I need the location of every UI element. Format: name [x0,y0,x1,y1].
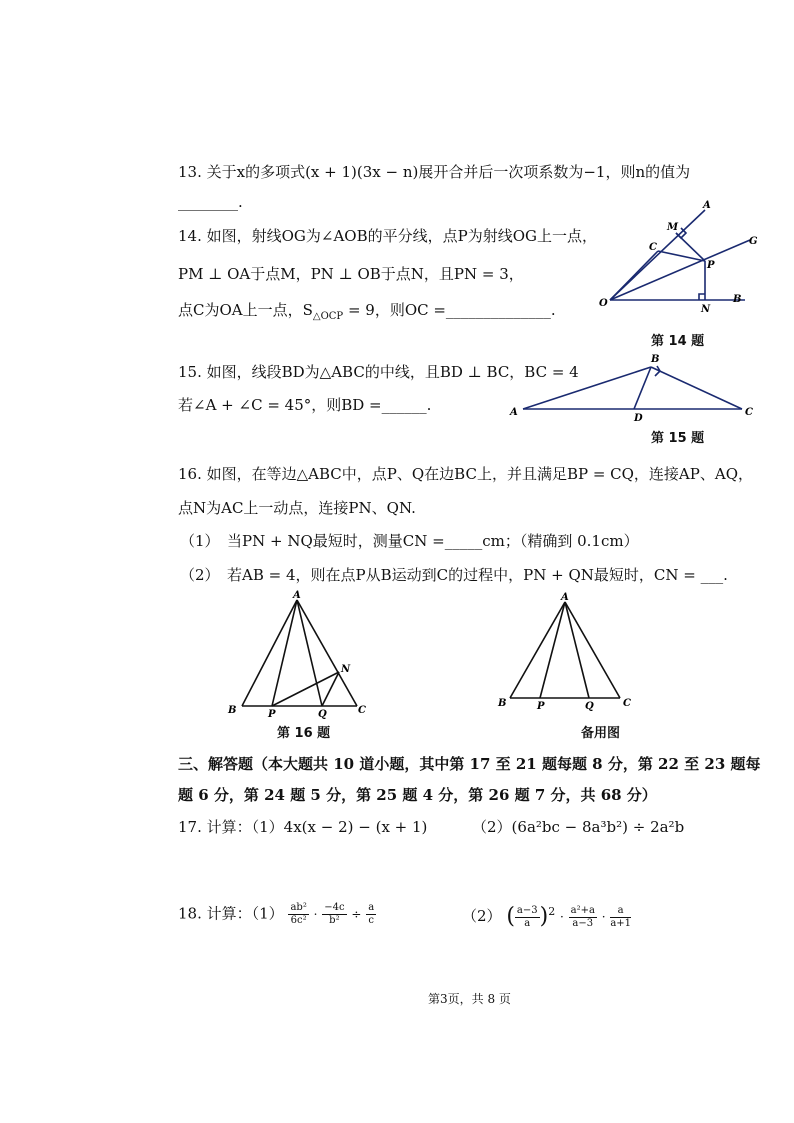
figure-16-backup [492,590,642,715]
fig16b-label-Q: Q [585,701,594,712]
q15-caption: 第 15 题 [651,431,705,446]
q16-part2: （2） 若AB = 4，则在点P从B运动到C的过程中，PN + QN最短时，CN = ___. [180,566,728,584]
q14-line3-sub: △OCP [312,311,344,322]
fig16b-label-B: B [498,698,507,709]
fig14-label-O: O [599,298,608,309]
fig14-label-M: M [667,222,679,233]
fig14-label-N: N [701,304,711,313]
fig16-label-A: A [293,590,301,601]
fig15-label-B: B [651,354,660,365]
q17-part1: 17. 计算：（1）4x(x − 2) − (x + 1) [178,818,428,836]
q16-line1: 16. 如图，在等边△ABC中，点P、Q在边BC上，并且满足BP = CQ，连接AP、AQ， [178,465,753,483]
fig15-label-D: D [634,413,643,424]
q14-line1: 14. 如图，射线OG为∠AOB的平分线，点P为射线OG上一点， [178,227,597,245]
fig16-label-P: P [268,709,276,720]
q16-line2: 点N为AC上一动点，连接PN、QN. [178,499,416,517]
fig16-label-N: N [341,664,351,675]
fig14-label-A: A [703,200,711,211]
fig16-label-Q: Q [318,709,327,720]
figure-14 [595,198,765,313]
fig16b-label-A: A [561,592,569,603]
q15-line1: 15. 如图，线段BD为△ABC的中线，且BD ⊥ BC，BC = 4 [178,363,579,381]
fig14-label-P: P [707,260,715,271]
figure-15 [505,350,760,425]
q18-frac3: $\frac{a}{c}$ [368,902,375,926]
q17-part2: （2）(6a²bc − 8a³b²) ÷ 2a²b [472,818,685,836]
figure-16 [222,590,372,720]
q18-frac-g2: $\frac{\text{a²+a}}{a-3}$ [570,904,595,929]
q16-backup-caption: 备用图 [581,726,621,741]
fig16-label-C: C [358,705,366,716]
fig16b-label-P: P [537,701,545,712]
q18-frac-g3: $\frac{a}{a+1}$ [610,904,632,929]
q18-prefix: 18. 计算：（1） [178,904,284,923]
q13-line2: ________. [178,193,243,211]
q18-frac2: $\frac{-4c}{\text{b²}}$ [324,902,345,926]
q14-line3-b: = 9，则OC =______________. [343,301,556,319]
fig16b-label-C: C [623,698,631,709]
q14-line3 [178,300,556,327]
q18-part2: （2） ( $\frac{a-3}{a}$ )$^2$ · $\frac{\text{a²+a}}{a-3}$ · $\frac{a}{a+1}$ [462,904,632,929]
q18-frac-g1: $\frac{a-3}{a}$ [516,904,538,929]
fig15-label-A: A [510,407,518,418]
q14-line3-a: 点C为OA上一点，S [178,301,313,319]
q16-part1: （1） 当PN + NQ最短时，测量CN =_____cm；（精确到 0.1cm） [180,532,639,550]
fig14-label-G: G [749,236,758,247]
q18-part2-label: （2） [462,907,502,925]
fig14-label-B: B [733,294,742,305]
fig15-label-C: C [745,407,753,418]
q15-line2: 若∠A + ∠C = 45°，则BD =______. [178,396,432,414]
q16-caption: 第 16 题 [277,726,331,741]
q18-part1: 18. 计算：（1） $\frac{\text{ab²}}{\text{6c²}}$ · $\frac{-4c}{\text{b²}}$ ÷ $\frac{a}{c}$ [178,902,375,926]
fig16-label-B: B [228,705,237,716]
q18-exponent: 2 [548,905,556,918]
q13-line1: 13. 关于x的多项式(x + 1)(3x − n)展开合并后一次项系数为−1，则n的值为 [178,163,691,181]
q18-frac1: $\frac{\text{ab²}}{\text{6c²}}$ [290,902,307,926]
section3-line1: 三、解答题（本大题共 10 道小题，其中第 17 至 21 题每题 8 分，第 22 至 23 题每 [178,755,761,773]
q14-caption: 第 14 题 [651,334,705,349]
fig14-label-C: C [649,242,657,253]
q14-line2: PM ⊥ OA于点M，PN ⊥ OB于点N，且PN = 3， [178,265,524,283]
page-footer: 第3页，共 8 页 [428,992,511,1006]
section3-line2: 题 6 分，第 24 题 5 分，第 25 题 4 分，第 26 题 7 分，共 68 分） [178,786,657,804]
